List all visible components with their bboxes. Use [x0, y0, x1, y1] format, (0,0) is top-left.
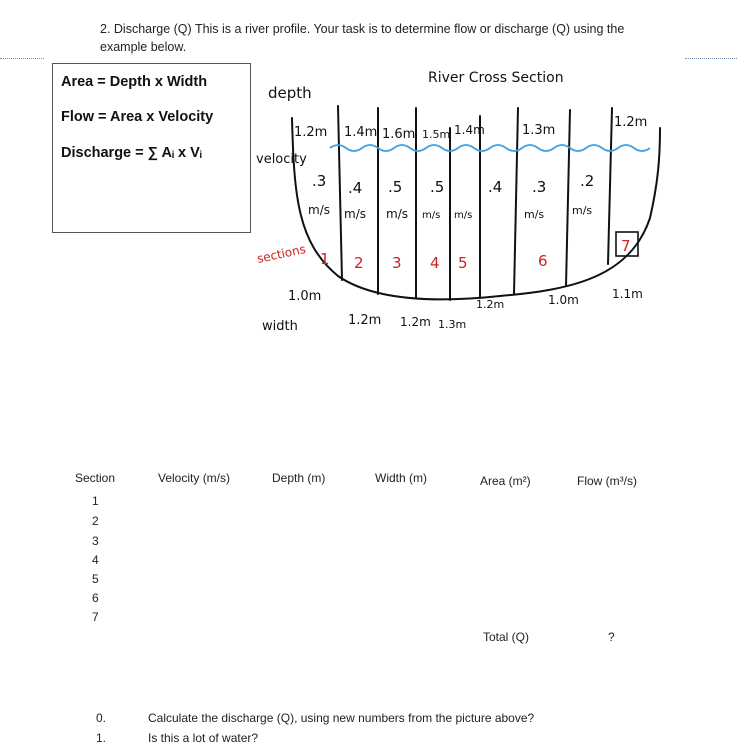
velocity-value: .2 — [580, 172, 595, 190]
section-header: Section — [75, 471, 116, 485]
section-divider — [514, 108, 518, 294]
section-row-number: 1 — [92, 494, 99, 508]
flow-formula: Flow = Area x Velocity — [61, 109, 214, 125]
total-value: ? — [608, 630, 615, 644]
velocity-label: velocity — [256, 152, 307, 167]
velocity-unit: m/s — [344, 207, 366, 221]
velocity-value: .5 — [430, 178, 445, 196]
section-row-number: 7 — [92, 610, 99, 624]
section-number: 7 — [621, 237, 631, 255]
section-row-number: 5 — [92, 572, 99, 586]
section-divider — [338, 106, 342, 280]
river-cross-section-drawing — [250, 68, 670, 348]
question-1-number: 1. — [96, 731, 107, 745]
velocity-value: .4 — [488, 178, 503, 196]
velocity-unit: m/s — [422, 210, 441, 221]
velocity-unit: m/s — [572, 204, 593, 217]
section-divider — [608, 108, 612, 264]
section-number: 5 — [458, 254, 468, 272]
depth-value: 1.6m — [382, 127, 416, 142]
section-number: 3 — [392, 254, 402, 272]
section-row-number: 4 — [92, 553, 99, 567]
depth-value: 1.4m — [344, 125, 378, 140]
depth-value: 1.5m — [422, 128, 451, 141]
formula-box — [52, 63, 251, 233]
section-row-number: 2 — [92, 514, 99, 528]
sections-label: sections — [255, 241, 308, 266]
area-formula: Area = Depth x Width — [61, 74, 208, 90]
area-header: Area (m²) — [480, 474, 531, 488]
section-divider — [566, 110, 570, 286]
depth-value: 1.2m — [294, 125, 328, 140]
question-1-text: Is this a lot of water? — [148, 731, 259, 745]
flow-header: Flow (m³/s) — [577, 474, 637, 488]
velocity-unit: m/s — [308, 203, 330, 217]
section-number: 4 — [430, 254, 440, 272]
width-header: Width (m) — [375, 471, 427, 485]
section-number: 2 — [354, 254, 364, 272]
velocity-value: .3 — [312, 172, 327, 190]
depth-value: 1.3m — [522, 123, 556, 138]
discharge-formula: Discharge = ∑ Aᵢ x Vᵢ — [61, 145, 202, 161]
section-number: 6 — [538, 252, 548, 270]
width-value: 1.0m — [288, 289, 322, 304]
width-value: 1.2m — [348, 313, 382, 328]
depth-value: 1.4m — [454, 123, 485, 137]
velocity-unit: m/s — [524, 208, 545, 221]
velocity-unit: m/s — [454, 210, 473, 221]
velocity-header: Velocity (m/s) — [158, 471, 231, 485]
depth-header: Depth (m) — [272, 471, 326, 485]
section-row-number: 6 — [92, 591, 99, 605]
question-line-1: 2. Discharge (Q) This is a river profile. Your task is to determine flow or discharge (Q) using the — [100, 22, 625, 36]
velocity-value: .5 — [388, 178, 403, 196]
width-value: 1.2m — [476, 298, 505, 311]
total-label: Total (Q) — [483, 630, 530, 644]
drawing-title: River Cross Section — [428, 70, 564, 86]
width-value: 1.2m — [400, 315, 431, 329]
width-label: width — [262, 319, 298, 334]
velocity-unit: m/s — [386, 207, 408, 221]
depth-value: 1.2m — [614, 115, 648, 130]
right-margin-marker — [685, 58, 737, 59]
width-value: 1.0m — [548, 293, 579, 307]
width-value: 1.1m — [612, 287, 643, 301]
section-number: 1 — [320, 250, 330, 268]
depth-label: depth — [268, 84, 312, 102]
velocity-value: .4 — [348, 179, 363, 197]
velocity-value: .3 — [532, 178, 547, 196]
left-margin-marker — [0, 58, 44, 59]
question-0-text: Calculate the discharge (Q), using new numbers from the picture above? — [148, 711, 535, 725]
question-0-number: 0. — [96, 711, 107, 725]
width-value: 1.3m — [438, 318, 467, 331]
question-line-2: example below. — [100, 40, 187, 54]
section-row-number: 3 — [92, 534, 99, 548]
